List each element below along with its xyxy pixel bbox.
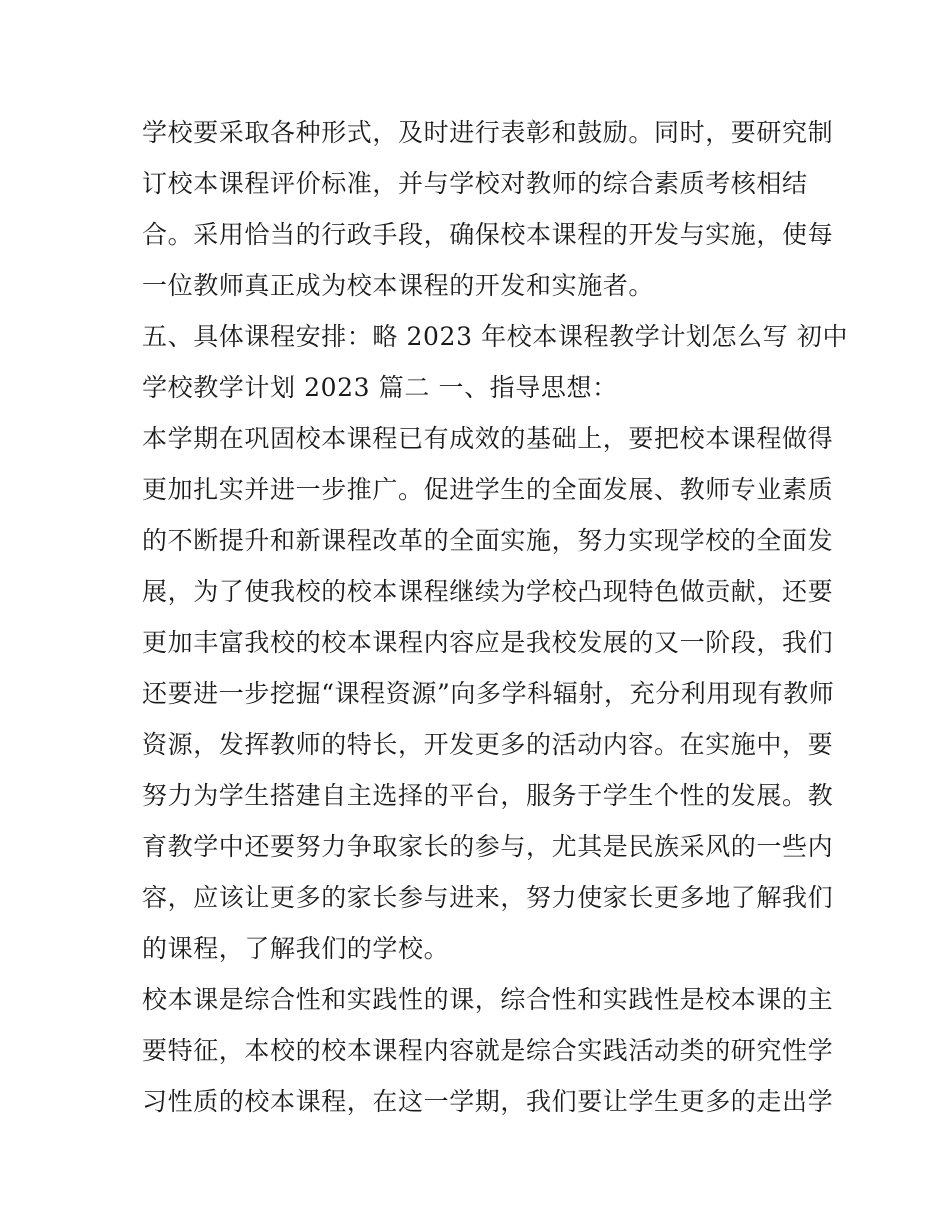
text-line: 一位教师真正成为校本课程的开发和实施者。 [142, 271, 655, 300]
text-line: 还要进一步挖掘“课程资源”向多学科辐射，充分利用现有教师 [142, 679, 835, 708]
text-line: 更加丰富我校的校本课程内容应是我校发展的又一阶段，我们 [142, 628, 834, 657]
text-line: 校本课是综合性和实践性的课，综合性和实践性是校本课的主 [142, 985, 834, 1014]
section-heading-line: 学校教学计划 2023 篇二 一、指导思想： [142, 373, 618, 402]
text-line: 学校要采取各种形式，及时进行表彰和鼓励。同时，要研究制 [142, 118, 834, 147]
text-line: 的不断提升和新课程改革的全面实施，努力实现学校的全面发 [142, 526, 834, 555]
text-line: 容，应该让更多的家长参与进来，努力使家长更多地了解我们 [142, 883, 834, 912]
text-line: 资源，发挥教师的特长，开发更多的活动内容。在实施中，要 [142, 730, 834, 759]
section-heading-line: 五、具体课程安排：略 2023 年校本课程教学计划怎么写 初中 [142, 322, 849, 351]
text-line: 展，为了使我校的校本课程继续为学校凸现特色做贡献，还要 [142, 577, 834, 606]
text-line: 习性质的校本课程，在这一学期，我们要让学生更多的走出学 [142, 1087, 834, 1116]
text-line: 努力为学生搭建自主选择的平台，服务于学生个性的发展。教 [142, 781, 834, 810]
text-line: 合。采用恰当的行政手段，确保校本课程的开发与实施，使每 [142, 220, 834, 249]
text-line: 育教学中还要努力争取家长的参与，尤其是民族采风的一些内 [142, 832, 834, 861]
text-line: 订校本课程评价标准，并与学校对教师的综合素质考核相结 [142, 169, 808, 198]
body-text [142, 107, 849, 1127]
text-line: 本学期在巩固校本课程已有成效的基础上，要把校本课程做得 [142, 424, 834, 453]
text-line: 要特征，本校的校本课程内容就是综合实践活动类的研究性学 [142, 1036, 834, 1065]
text-line: 更加扎实并进一步推广。促进学生的全面发展、教师专业素质 [142, 475, 834, 504]
text-line: 的课程，了解我们的学校。 [142, 934, 450, 963]
